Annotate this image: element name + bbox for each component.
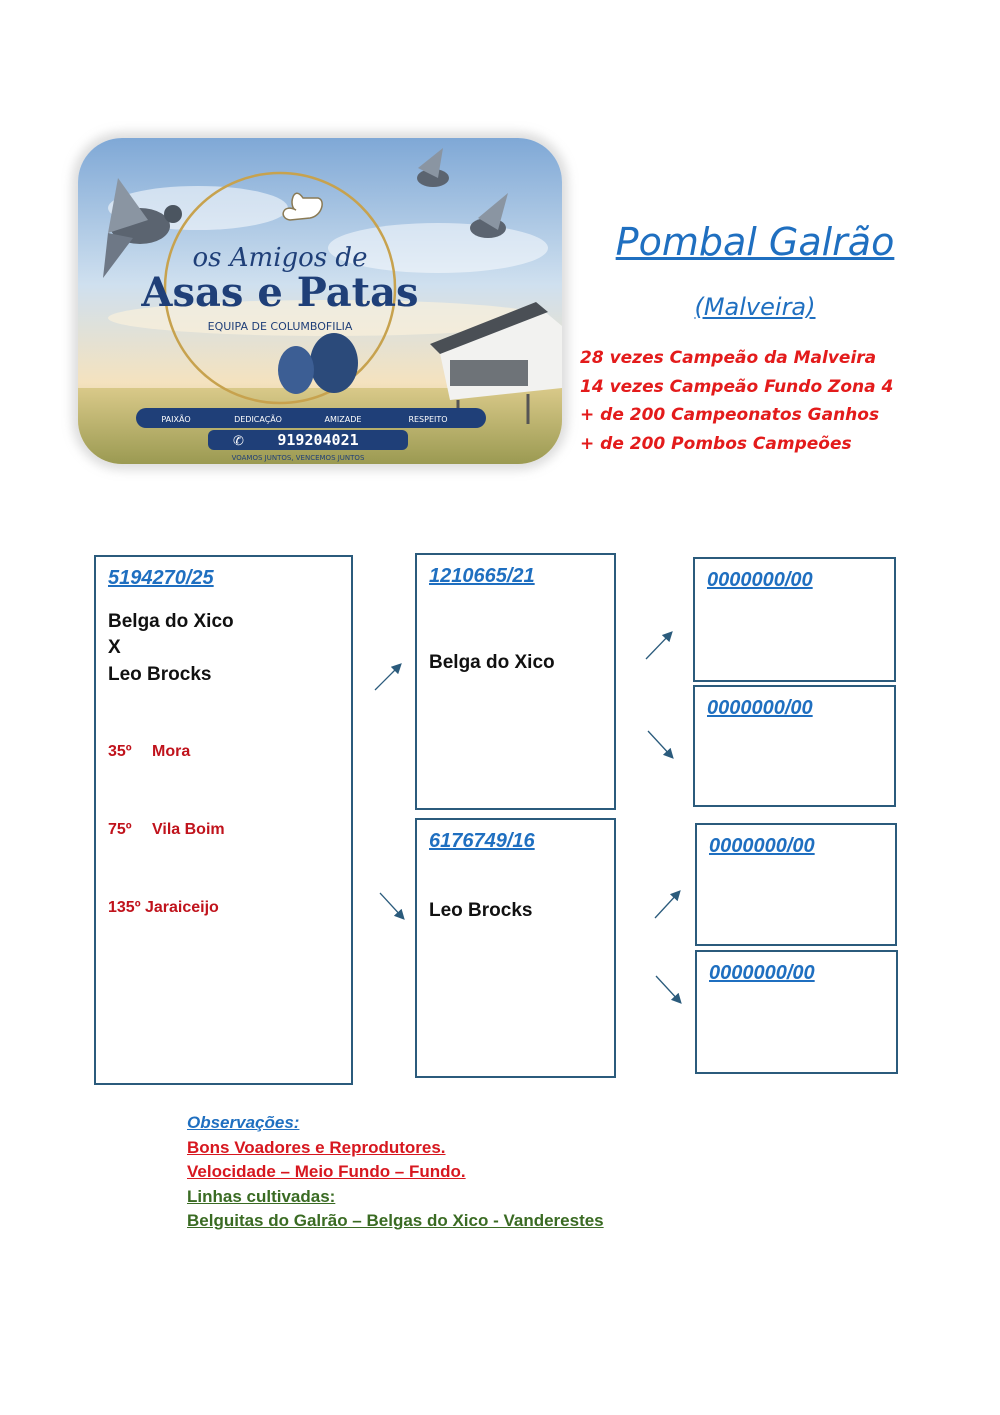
subject-line: X — [108, 637, 121, 658]
observation-line: Bons Voadores e Reprodutores. — [187, 1138, 446, 1157]
dam-ring: 6176749/16 — [429, 830, 535, 852]
subject-line: Belga do Xico — [108, 611, 234, 632]
logo-value: DEDICAÇÃO — [234, 415, 282, 424]
achievement-item: 28 vezes Campeão da Malveira — [580, 348, 877, 368]
sire-ring: 1210665/21 — [429, 565, 535, 587]
achievement-item: + de 200 Campeonatos Ganhos — [580, 405, 880, 425]
race-place: 135º — [108, 899, 141, 916]
race-place: 35º — [108, 743, 132, 760]
subject-line: Leo Brocks — [108, 664, 212, 685]
logo-phone: 919204021 — [277, 431, 359, 449]
arrow-down-right-icon — [656, 976, 680, 1002]
observation-line: Velocidade – Meio Fundo – Fundo. — [187, 1162, 466, 1181]
arrow-up-right-icon — [375, 665, 400, 690]
observations-heading: Observações: — [187, 1113, 300, 1132]
logo-line1: os Amigos de — [192, 243, 368, 273]
race-place: 75º — [108, 821, 132, 838]
grandparent-ring: 0000000/00 — [709, 835, 815, 857]
cultivated-lines-heading: Linhas cultivadas: — [187, 1187, 336, 1206]
phone-icon: ✆ — [233, 434, 244, 449]
logo-value: PAIXÃO — [161, 415, 191, 424]
sire-name: Belga do Xico — [429, 652, 555, 673]
cultivated-lines: Belguitas do Galrão – Belgas do Xico - Vanderestes — [187, 1211, 604, 1230]
logo-tagline: EQUIPA DE COLUMBOFILIA — [207, 320, 353, 333]
subject-ring: 5194270/25 — [108, 567, 214, 589]
arrow-down-right-icon — [648, 731, 672, 757]
achievement-item: 14 vezes Campeão Fundo Zona 4 — [580, 376, 894, 397]
arrow-down-right-icon — [380, 893, 403, 918]
race-name: Jaraiceijo — [145, 899, 219, 916]
grandparent-ring: 0000000/00 — [709, 962, 815, 984]
race-name: Mora — [152, 743, 191, 760]
page-title: Pombal Galrão — [615, 220, 895, 264]
logo-motto: VOAMOS JUNTOS, VENCEMOS JUNTOS — [231, 454, 365, 462]
logo-value: RESPEITO — [408, 415, 448, 424]
grandparent-ring: 0000000/00 — [707, 569, 813, 591]
dam-name: Leo Brocks — [429, 900, 533, 921]
arrow-up-right-icon — [646, 633, 671, 659]
arrow-up-right-icon — [655, 892, 679, 918]
achievement-item: + de 200 Pombos Campeões — [580, 433, 852, 454]
race-name: Vila Boim — [152, 821, 225, 838]
logo-value: AMIZADE — [324, 415, 362, 424]
page-subtitle: (Malveira) — [694, 293, 816, 321]
grandparent-ring: 0000000/00 — [707, 697, 813, 719]
logo-line2: Asas e Patas — [141, 269, 419, 316]
